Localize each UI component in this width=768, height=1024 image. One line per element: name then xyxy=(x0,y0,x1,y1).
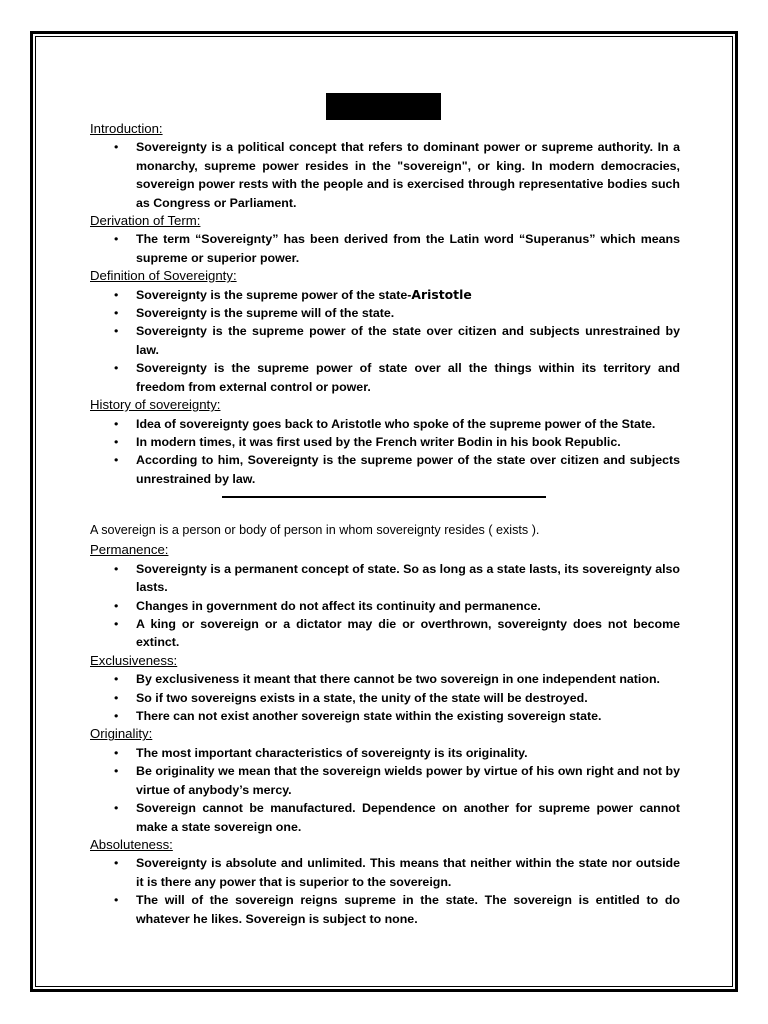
sovereign-definition-line: A sovereign is a person or body of person in whom sovereignty resides ( exists ). xyxy=(90,523,540,537)
absoluteness-list xyxy=(90,854,680,928)
introduction-list xyxy=(90,138,680,212)
originality-list xyxy=(90,744,680,836)
heading-exclusiveness: Exclusiveness: xyxy=(90,652,178,668)
list-item: • Sovereign cannot be manufactured. Dependence on another for supreme power cannot make a state sovereign one. xyxy=(136,799,680,836)
heading-absoluteness: Absoluteness: xyxy=(90,836,173,852)
list-item: • According to him, Sovereignty is the supreme power of the state over citizen and subjects unrestrained by law. xyxy=(136,451,680,488)
list-item: • So if two sovereigns exists in a state, the unity of the state will be destroyed. xyxy=(136,689,680,707)
list-item: • In modern times, it was first used by the French writer Bodin in his book Republic. xyxy=(136,433,680,451)
list-item: • The most important characteristics of sovereignty is its originality. xyxy=(136,744,680,762)
list-item: • The will of the sovereign reigns supreme in the state. The sovereign is entitled to do whatever he likes. Sovereign is subject to none. xyxy=(136,891,680,928)
list-item: • Sovereignty is the supreme will of the state. xyxy=(136,304,680,322)
list-item: • The term “Sovereignty” has been derived from the Latin word “Superanus” which means supreme or superior power. xyxy=(136,230,680,267)
heading-history: History of sovereignty: xyxy=(90,397,221,413)
list-item: • Changes in government do not affect its continuity and permanence. xyxy=(136,597,680,615)
list-item: • Sovereignty is absolute and unlimited. This means that neither within the state nor outside it is there any power that is superior to the sovereign. xyxy=(136,854,680,891)
list-item: • By exclusiveness it meant that there cannot be two sovereign in one independent nation. xyxy=(136,670,680,688)
history-list xyxy=(90,415,680,489)
heading-permanence: Permanence: xyxy=(90,542,169,558)
list-item: • Be originality we mean that the sovereign wields power by virtue of his own right and not by virtue of anybody’s mercy. xyxy=(136,762,680,799)
definition-text: Sovereignty is the supreme power of the state- xyxy=(136,287,412,302)
permanence-list xyxy=(90,560,680,652)
list-item: • A king or sovereign or a dictator may die or overthrown, sovereignty does not become extinct. xyxy=(136,615,680,652)
list-item: • Sovereignty is a political concept that refers to dominant power or supreme authority. In a monarchy, supreme power resides in the "sovereign", or king. In modern democracies, sovereign power rests with the people and is exercised through representative bodies such as Congress or Parliament. xyxy=(136,138,680,212)
list-item: • Sovereignty is the supreme power of state over all the things within its territory and freedom from external control or power. xyxy=(136,359,680,396)
heading-derivation: Derivation of Term: xyxy=(90,213,201,229)
list-item: • Sovereignty is a permanent concept of state. So as long as a state lasts, its sovereignty also lasts. xyxy=(136,560,680,597)
list-item: • Sovereignty is the supreme power of the state over citizen and subjects unrestrained by law. xyxy=(136,322,680,359)
definition-list xyxy=(90,286,680,396)
list-item xyxy=(136,286,680,304)
section-divider xyxy=(222,496,546,498)
redacted-title-block xyxy=(326,93,441,120)
aristotle-attribution: Aristotle xyxy=(411,286,472,302)
list-item: • Idea of sovereignty goes back to Aristotle who spoke of the supreme power of the State. xyxy=(136,415,680,433)
heading-originality: Originality: xyxy=(90,726,153,742)
heading-introduction: Introduction: xyxy=(90,121,163,136)
section-two xyxy=(90,521,680,928)
list-item: • There can not exist another sovereign state within the existing sovereign state. xyxy=(136,707,680,725)
exclusiveness-list xyxy=(90,670,680,725)
derivation-list xyxy=(90,230,680,267)
heading-definition: Definition of Sovereignty: xyxy=(90,268,237,284)
section-one xyxy=(90,120,680,488)
